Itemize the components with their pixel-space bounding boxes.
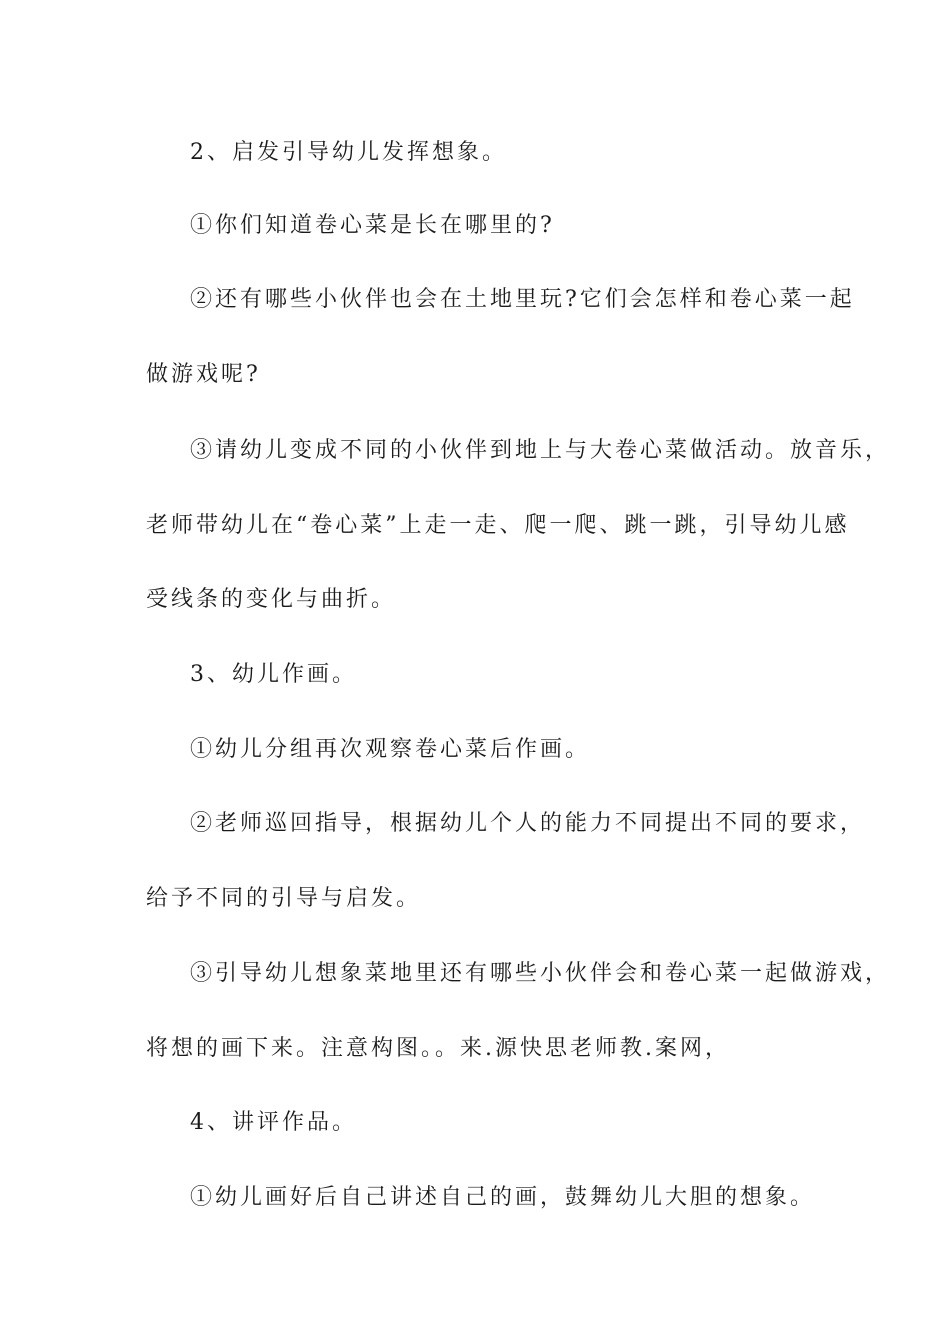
text-line: 将想的画下来。注意构图。。来.源快思老师教.案网， [146,1036,730,1061]
text-line: 受线条的变化与曲折。 [146,587,397,612]
text-line: 4、讲评作品。 [190,1110,357,1135]
text-line: ②还有哪些小伙伴也会在土地里玩?它们会怎样和卷心菜一起 [190,287,855,312]
text-line: 给予不同的引导与启发。 [146,886,422,911]
text-line: ③引导幼儿想象菜地里还有哪些小伙伴会和卷心菜一起做游戏， [190,961,891,986]
text-line: 做游戏呢? [146,362,261,387]
text-line: ③请幼儿变成不同的小伙伴到地上与大卷心菜做活动。放音乐， [190,438,891,463]
text-line: ②老师巡回指导，根据幼儿个人的能力不同提出不同的要求， [190,811,866,836]
text-line: ①你们知道卷心菜是长在哪里的? [190,213,555,238]
text-line: 3、幼儿作画。 [190,662,357,687]
text-line: ①幼儿分组再次观察卷心菜后作画。 [190,737,591,762]
text-line: 2、启发引导幼儿发挥想象。 [190,140,507,165]
text-line: 老师带幼儿在“卷心菜”上走一走、爬一爬、跳一跳，引导幼儿感 [146,513,850,538]
text-line: ①幼儿画好后自己讲述自己的画，鼓舞幼儿大胆的想象。 [190,1185,816,1210]
